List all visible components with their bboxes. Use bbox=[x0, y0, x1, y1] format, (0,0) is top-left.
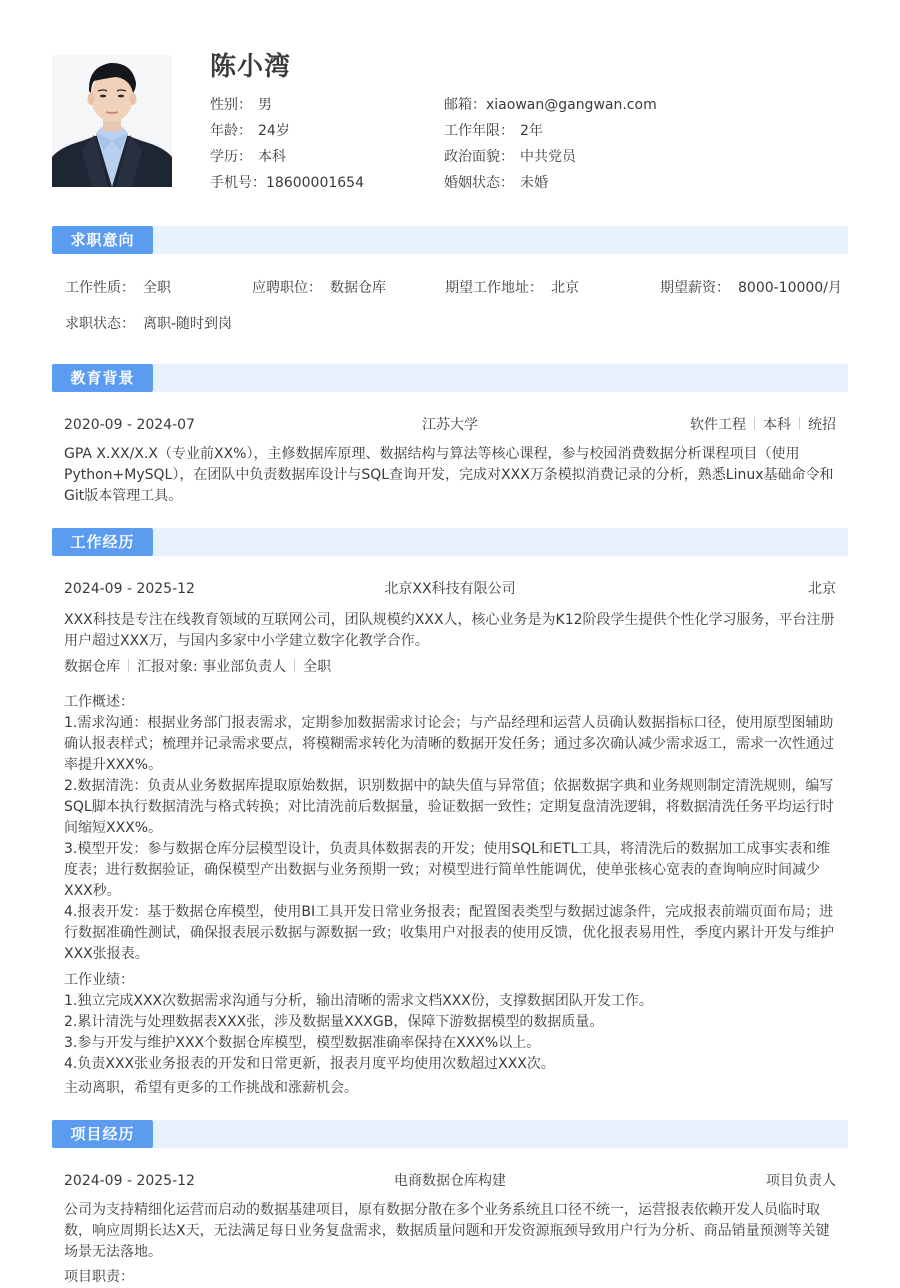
info-label: 政治面貌： bbox=[444, 149, 514, 165]
text-line: Python+MySQL），在团队中负责数据库设计与SQL查询开发，完成对XXX万条模拟消费记录的分析，熟悉Linux基础命令和 bbox=[64, 467, 834, 483]
project-role: 项目负责人 bbox=[766, 1173, 836, 1189]
basic-info-left bbox=[210, 92, 364, 196]
text-line: Git版本管理工具。 bbox=[64, 488, 183, 504]
portrait-image bbox=[52, 55, 172, 187]
info-value: 男 bbox=[258, 97, 272, 113]
info-age bbox=[210, 118, 364, 144]
section-title: 教育背景 bbox=[52, 364, 153, 392]
intent-label: 期望薪资： bbox=[660, 280, 730, 296]
text-line: SQL脚本执行数据清洗与格式转换；对比清洗前后数据量，验证数据一致性；定期复盘清洗逻辑，将数据清洗任务平均运行时 bbox=[64, 799, 834, 815]
text-line: 公司为支持精细化运营而启动的数据基建项目，原有数据分散在多个业务系统且口径不统一，运营报表依赖开发人员临时取 bbox=[64, 1202, 820, 1218]
intent-value: 数据仓库 bbox=[330, 280, 386, 296]
section-header-project bbox=[52, 1120, 848, 1148]
info-gender bbox=[210, 92, 364, 118]
text-line: 主动离职，希望有更多的工作挑战和涨薪机会。 bbox=[64, 1080, 358, 1096]
overview-title: 工作概述： bbox=[64, 694, 134, 710]
info-political-status bbox=[444, 144, 657, 170]
intent-value: 全职 bbox=[143, 280, 171, 296]
info-label: 性别： bbox=[210, 97, 252, 113]
text-line: 数，响应周期长达X天，无法满足每日业务复盘需求，数据质量问题和开发资源瓶颈导致用户行为分析、商品销量预测等关键 bbox=[64, 1223, 830, 1239]
company-intro bbox=[64, 610, 836, 652]
intent-label: 应聘职位： bbox=[252, 280, 322, 296]
work-overview bbox=[64, 692, 836, 965]
project-name: 电商数据仓库构建 bbox=[394, 1173, 506, 1189]
text-line: XXX秒。 bbox=[64, 883, 121, 899]
work-tag: 汇报对象: 事业部负责人 bbox=[137, 659, 287, 675]
text-line: 行数据准确性测试，确保报表展示数据与源数据一致；收集用户对报表的使用反馈，优化报表易用性，季度内累计开发与维护 bbox=[64, 925, 834, 941]
info-value: 24岁 bbox=[258, 123, 290, 139]
project-date: 2024-09 - 2025-12 bbox=[64, 1173, 195, 1189]
intent-status bbox=[65, 314, 232, 334]
section-title: 求职意向 bbox=[52, 226, 153, 254]
text-line: GPA X.XX/X.X（专业前XX%），主修数据库原理、数据结构与算法等核心课程，参与校园消费数据分析课程项目（使用 bbox=[64, 446, 800, 462]
section-header-education bbox=[52, 364, 848, 392]
project-description bbox=[64, 1200, 836, 1288]
info-value: 18600001654 bbox=[266, 175, 364, 191]
info-label: 婚姻状态： bbox=[444, 175, 514, 191]
basic-info-right bbox=[444, 92, 657, 196]
intent-label: 工作性质： bbox=[65, 280, 135, 296]
education-meta bbox=[690, 414, 836, 436]
education-major: 软件工程 bbox=[690, 417, 746, 433]
text-line: 场景无法落地。 bbox=[64, 1244, 162, 1260]
separator bbox=[294, 659, 295, 672]
separator bbox=[128, 659, 129, 672]
work-achievements bbox=[64, 970, 836, 1075]
info-work-years bbox=[444, 118, 657, 144]
info-label: 手机号： bbox=[210, 175, 266, 191]
text-line: 率提升XXX%。 bbox=[64, 757, 163, 773]
project-entry-header bbox=[64, 1170, 836, 1192]
info-label: 学历： bbox=[210, 149, 252, 165]
project-duties-title: 项目职责： bbox=[64, 1269, 134, 1285]
work-tag: 全职 bbox=[303, 659, 332, 675]
text-line: XXX科技是专注在线教育领域的互联网公司，团队规模约XXX人，核心业务是为K12阶段学生提供个性化学习服务，平台注册 bbox=[64, 612, 835, 628]
text-line: 2.数据清洗：负责从业务数据库提取原始数据，识别数据中的缺失值与异常值；依据数据字典和业务规则制定清洗规则，编写 bbox=[64, 778, 834, 794]
leave-reason bbox=[64, 1078, 836, 1099]
achievements-title: 工作业绩： bbox=[64, 972, 134, 988]
text-line: 2.累计清洗与处理数据表XXX张，涉及数据量XXXGB，保障下游数据模型的数据质量。 bbox=[64, 1014, 604, 1030]
text-line: 1.需求沟通：根据业务部门报表需求，定期参加数据需求讨论会；与产品经理和运营人员确认数据指标口径，使用原型图辅助 bbox=[64, 715, 834, 731]
text-line: 4.报表开发：基于数据仓库模型，使用BI工具开发日常业务报表；配置图表类型与数据过滤条件，完成报表前端页面布局；进 bbox=[64, 904, 834, 920]
text-line: 1.独立完成XXX次数据需求沟通与分析，输出清晰的需求文档XXX份，支撑数据团队开发工作。 bbox=[64, 993, 653, 1009]
info-phone bbox=[210, 170, 364, 196]
work-entry-header bbox=[64, 578, 836, 600]
education-entry-header bbox=[64, 414, 836, 436]
intent-value: 8000-10000/月 bbox=[738, 280, 842, 296]
info-value: xiaowan@gangwan.com bbox=[486, 97, 657, 113]
info-value: 本科 bbox=[258, 149, 286, 165]
info-value: 2年 bbox=[520, 123, 543, 139]
info-label: 工作年限： bbox=[444, 123, 514, 139]
separator bbox=[754, 417, 755, 430]
section-header-work bbox=[52, 528, 848, 556]
section-title: 工作经历 bbox=[52, 528, 153, 556]
intent-position bbox=[252, 278, 386, 298]
intent-value: 离职-随时到岗 bbox=[143, 316, 233, 332]
work-date: 2024-09 - 2025-12 bbox=[64, 581, 195, 597]
profile-header bbox=[52, 50, 852, 190]
education-date: 2020-09 - 2024-07 bbox=[64, 417, 195, 433]
intent-value: 北京 bbox=[551, 280, 579, 296]
text-line: 用户超过XXX万，与国内多家中小学建立数字化教学合作。 bbox=[64, 633, 429, 649]
education-school: 江苏大学 bbox=[422, 417, 478, 433]
text-line: 间缩短XXX%。 bbox=[64, 820, 163, 836]
info-value: 中共党员 bbox=[520, 149, 576, 165]
text-line: XXX张报表。 bbox=[64, 946, 149, 962]
info-email bbox=[444, 92, 657, 118]
profile-photo bbox=[52, 55, 172, 187]
education-degree: 本科 bbox=[763, 417, 791, 433]
text-line: 3.参与开发与维护XXX个数据仓库模型，模型数据准确率保持在XXX%以上。 bbox=[64, 1035, 541, 1051]
text-line: 4.负责XXX张业务报表的开发和日常更新，报表月度平均使用次数超过XXX次。 bbox=[64, 1056, 555, 1072]
section-title: 项目经历 bbox=[52, 1120, 153, 1148]
intent-location bbox=[445, 278, 579, 298]
work-city: 北京 bbox=[808, 581, 836, 597]
text-line: 3.模型开发：参与数据仓库分层模型设计，负责具体数据表的开发；使用SQL和ETL工具，将清洗后的数据加工成事实表和维 bbox=[64, 841, 831, 857]
intent-label: 求职状态： bbox=[65, 316, 135, 332]
intent-label: 期望工作地址： bbox=[445, 280, 543, 296]
candidate-name: 陈小湾 bbox=[210, 52, 292, 82]
intent-salary bbox=[660, 278, 842, 298]
work-company: 北京XX科技有限公司 bbox=[384, 581, 516, 597]
info-label: 年龄： bbox=[210, 123, 252, 139]
info-marital-status bbox=[444, 170, 657, 196]
intent-work-type bbox=[65, 278, 171, 298]
education-type: 统招 bbox=[808, 417, 836, 433]
section-header-intent bbox=[52, 226, 848, 254]
separator bbox=[799, 417, 800, 430]
work-tags bbox=[64, 656, 331, 678]
text-line: 确认报表样式；梳理并记录需求要点，将模糊需求转化为清晰的数据开发任务；通过多次确认减少需求返工，需求一次性通过 bbox=[64, 736, 834, 752]
education-description bbox=[64, 444, 836, 507]
info-value: 未婚 bbox=[520, 175, 548, 191]
intent-row-2 bbox=[65, 314, 845, 334]
info-education bbox=[210, 144, 364, 170]
info-label: 邮箱： bbox=[444, 97, 486, 113]
intent-row-1 bbox=[65, 278, 845, 298]
work-tag: 数据仓库 bbox=[64, 659, 120, 675]
text-line: 度表；进行数据验证，确保模型产出数据与业务预期一致；对模型进行简单性能调优，使单张核心宽表的查询响应时间减少 bbox=[64, 862, 820, 878]
